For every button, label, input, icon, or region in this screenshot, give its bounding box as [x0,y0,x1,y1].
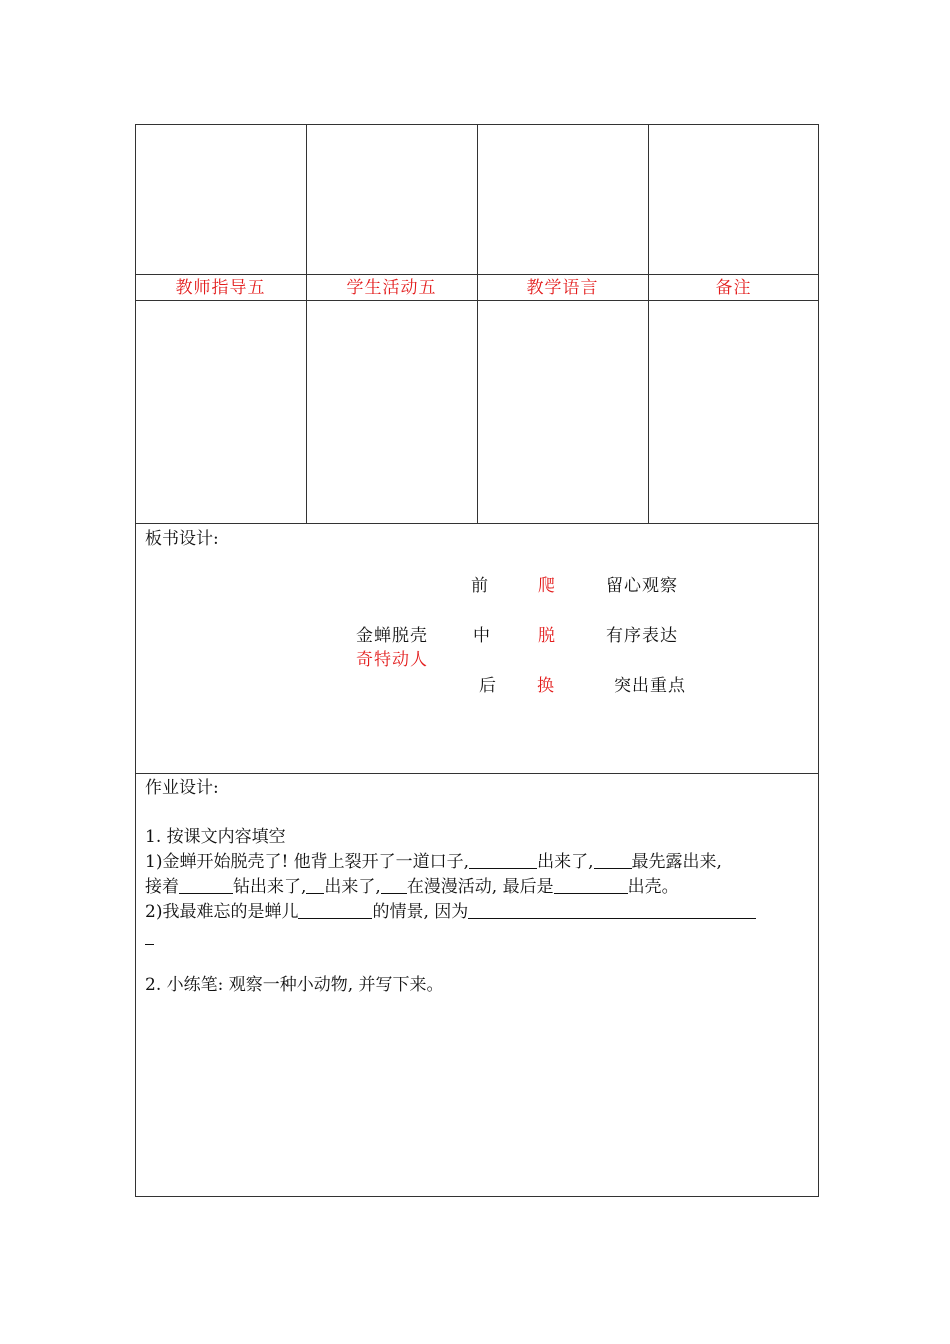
homework-q2: 2. 小练笔: 观察一种小动物, 并写下来。 [145,975,444,995]
fill-blank[interactable] [179,877,233,894]
q1-line1-part1: 1)金蝉开始脱壳了! 他背上裂开了一道口子, [145,852,470,872]
board-row-back-note: 突出重点 [614,676,686,696]
header-teacher-guidance: 教师指导五 [175,278,266,298]
board-row-front-position: 前 [471,576,488,596]
header-teaching-language: 教学语言 [526,278,599,298]
q1-line2-part3: 出来了, [324,877,381,897]
homework-label: 作业设计: [145,778,219,798]
board-row-back-verb: 换 [537,676,554,696]
homework-q1-title: 1. 按课文内容填空 [145,827,286,847]
q1-line3-part2: 的情景, 因为 [372,902,469,922]
q1-line2-part5: 出壳。 [627,877,679,897]
fill-blank[interactable] [306,877,324,894]
column-divider [477,124,478,524]
row-divider [135,523,819,524]
board-row-front-verb: 爬 [538,576,555,596]
q1-line3-part1: 2)我最难忘的是蝉儿 [145,902,299,922]
board-row-middle-verb: 脱 [538,626,555,646]
fill-blank[interactable] [554,877,628,894]
board-title: 金蝉脱壳 [356,626,428,646]
q1-line1-part2: 出来了, [537,852,594,872]
column-divider [306,124,307,524]
fill-blank-continuation[interactable] [145,928,154,945]
board-row-middle-note: 有序表达 [606,626,678,646]
fill-blank[interactable] [594,852,632,869]
homework-q1-line3 [145,901,756,923]
homework-q1-line1 [145,851,722,873]
homework-q1-line2 [145,876,679,898]
column-divider [648,124,649,524]
board-row-back-position: 后 [479,676,496,696]
fill-blank[interactable] [381,877,407,894]
row-divider [135,773,819,774]
q1-line1-part3: 最先露出来, [631,852,722,872]
fill-blank[interactable] [469,852,537,869]
board-row-front-note: 留心观察 [606,576,678,596]
board-subtitle: 奇特动人 [356,650,428,670]
board-design-label: 板书设计: [145,529,219,549]
fill-blank[interactable] [468,902,756,919]
board-row-middle-position: 中 [473,626,490,646]
header-remarks: 备注 [715,278,752,298]
fill-blank[interactable] [298,902,372,919]
header-student-activity: 学生活动五 [346,278,437,298]
q1-line2-part1: 接着 [145,877,179,897]
q1-line2-part4: 在漫漫活动, 最后是 [406,877,554,897]
q1-line2-part2: 钻出来了, [233,877,307,897]
